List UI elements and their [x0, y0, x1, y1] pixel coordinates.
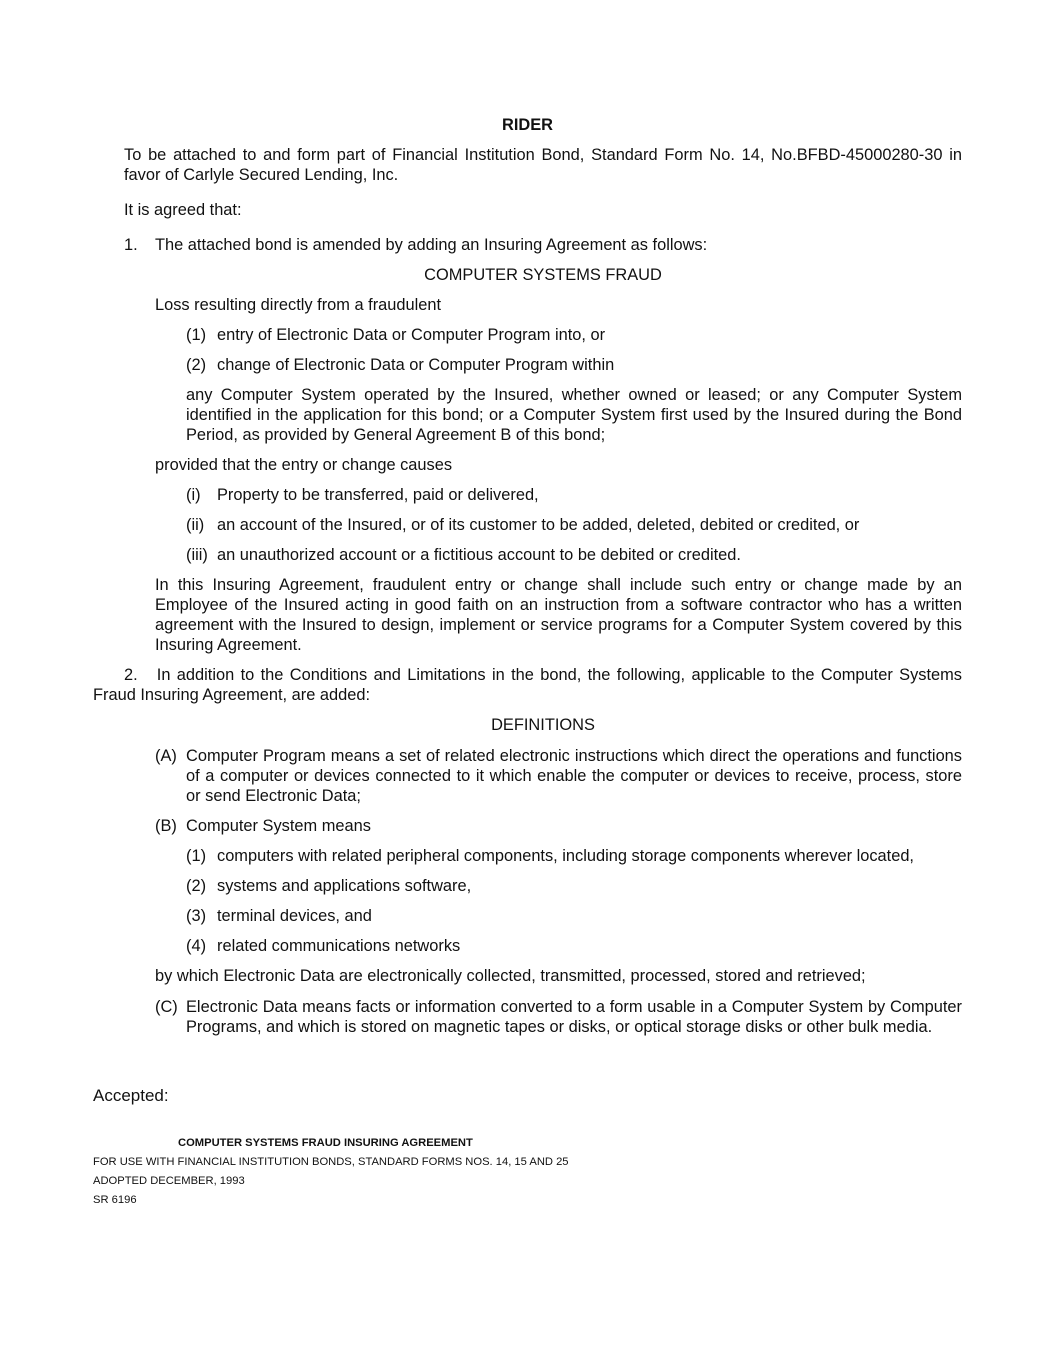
item-2-marker: 2. — [124, 666, 138, 684]
system-item-1-marker: (1) — [186, 847, 207, 865]
computer-systems-fraud-heading: COMPUTER SYSTEMS FRAUD — [424, 266, 662, 284]
footer-form-number: SR 6196 — [93, 1194, 137, 1206]
cause-iii-text: an unauthorized account or a fictitious account to be debited or credited. — [217, 546, 741, 564]
system-item-2-marker: (2) — [186, 877, 207, 895]
entry-2-marker: (2) — [186, 356, 207, 374]
item-2-paragraph — [93, 665, 962, 705]
intro-paragraph: To be attached to and form part of Financial Institution Bond, Standard Form No. 14, No.BFBD-45000280-30 in favor of Carlyle Secured Lending, Inc. — [124, 146, 962, 184]
entry-1-text: entry of Electronic Data or Computer Program into, or — [217, 326, 606, 344]
loss-intro: Loss resulting directly from a fraudulent — [155, 296, 442, 314]
footer-form-title: COMPUTER SYSTEMS FRAUD INSURING AGREEMENT — [178, 1137, 473, 1149]
definition-a-marker: (A) — [155, 747, 177, 765]
footer-use-line: FOR USE WITH FINANCIAL INSTITUTION BONDS, STANDARD FORMS NOS. 14, 15 AND 25 — [93, 1156, 569, 1168]
system-item-2-text: systems and applications software, — [217, 877, 472, 895]
cause-ii-marker: (ii) — [186, 516, 205, 534]
footer-adopted: ADOPTED DECEMBER, 1993 — [93, 1175, 245, 1187]
definition-b-marker: (B) — [155, 817, 177, 835]
accepted-label: Accepted: — [93, 1086, 169, 1105]
cause-i-marker: (i) — [186, 486, 201, 504]
system-item-1-text: computers with related peripheral components, including storage components wherever located, — [217, 847, 914, 865]
provided-line: provided that the entry or change causes — [155, 456, 453, 474]
definition-c-marker: (C) — [155, 998, 178, 1016]
system-item-3-marker: (3) — [186, 907, 207, 925]
item-2-text: In addition to the Conditions and Limitations in the bond, the following, applicable to the Computer Systems Fraud Insuring Agreement, are added: — [93, 666, 962, 704]
computer-system-paragraph: any Computer System operated by the Insured, whether owned or leased; or any Computer System identified in the application for this bond; or a Computer System first used by the Insured during the Bond Period, as provided by General Agreement B of this bond; — [186, 386, 962, 444]
document-title: RIDER — [502, 116, 553, 134]
system-item-4-marker: (4) — [186, 937, 207, 955]
definition-b-text: Computer System means — [186, 817, 371, 835]
entry-1-marker: (1) — [186, 326, 207, 344]
cause-i-text: Property to be transferred, paid or delivered, — [217, 486, 539, 504]
item-1-marker: 1. — [124, 236, 138, 254]
entry-2-text: change of Electronic Data or Computer Program within — [217, 356, 615, 374]
system-item-3-text: terminal devices, and — [217, 907, 372, 925]
item-1-text: The attached bond is amended by adding an Insuring Agreement as follows: — [155, 236, 708, 254]
electronic-data-line: by which Electronic Data are electronically collected, transmitted, processed, stored and retrieved; — [155, 967, 866, 985]
cause-iii-marker: (iii) — [186, 546, 208, 564]
definition-c-text: Electronic Data means facts or information converted to a form usable in a Computer System by Computer Programs, and which is stored on magnetic tapes or disks, or optical storage disks or other bulk media. — [186, 998, 962, 1036]
cause-ii-text: an account of the Insured, or of its customer to be added, deleted, debited or credited, or — [217, 516, 860, 534]
agreed-line: It is agreed that: — [124, 201, 242, 219]
definitions-heading: DEFINITIONS — [491, 716, 595, 734]
insuring-agreement-paragraph: In this Insuring Agreement, fraudulent entry or change shall include such entry or change made by an Employee of the Insured acting in good faith on an instruction from a software contractor who has a written agreement with the Insured to design, implement or service programs for a Computer System covered by this Insuring Agreement. — [155, 576, 962, 654]
system-item-4-text: related communications networks — [217, 937, 461, 955]
definition-a-text: Computer Program means a set of related electronic instructions which direct the operations and functions of a computer or devices connected to it which enable the computer or devices to receive, process, store or send Electronic Data; — [186, 747, 962, 805]
